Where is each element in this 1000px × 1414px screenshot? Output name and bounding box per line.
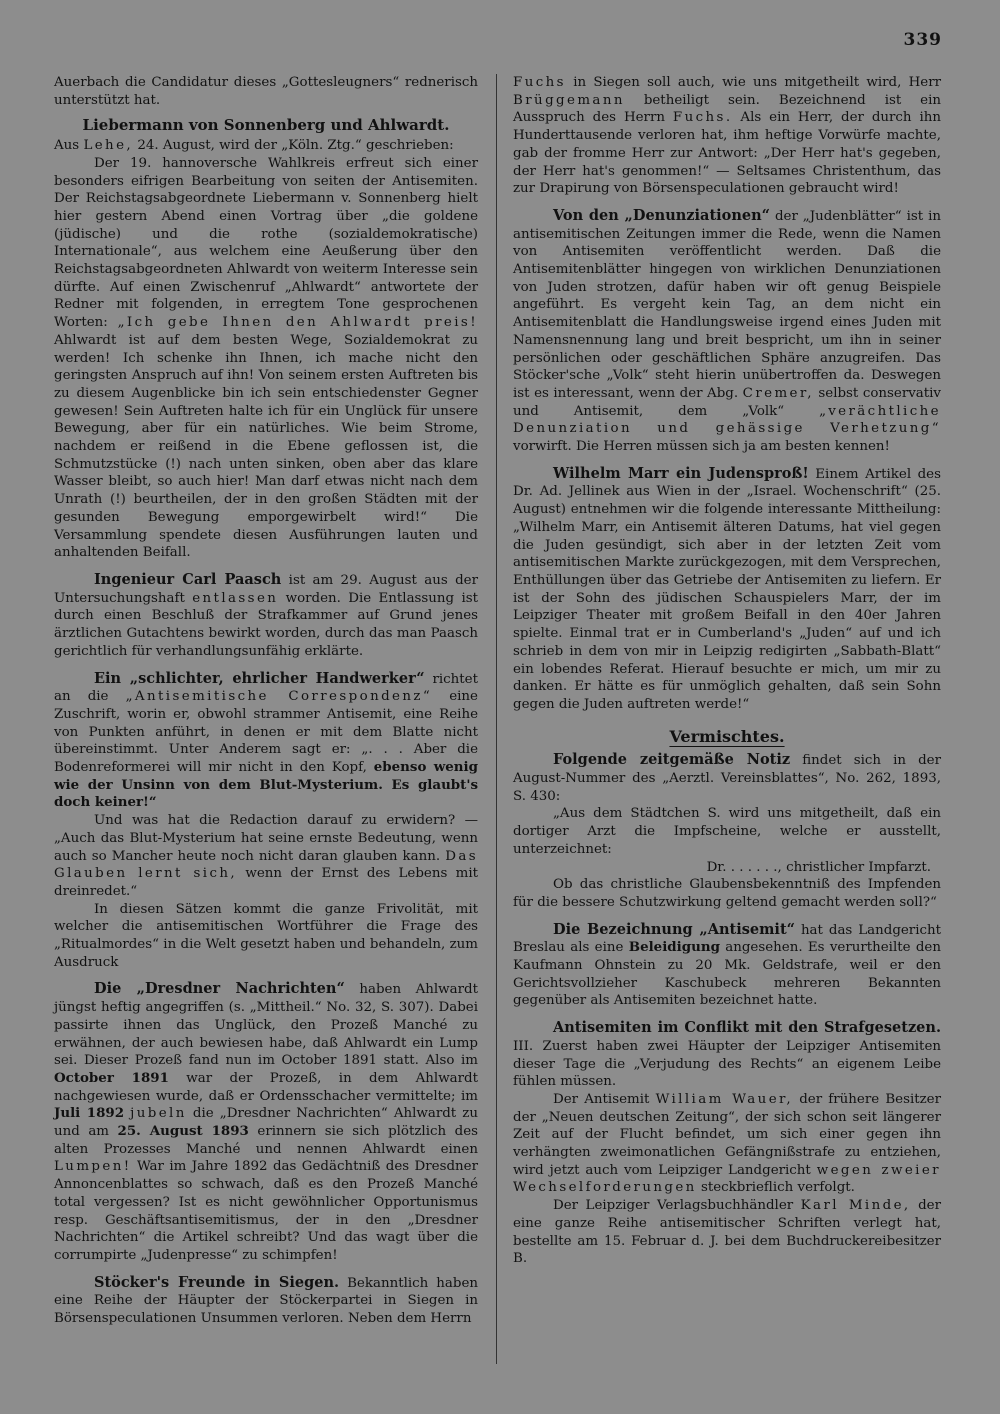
liebermann-quote: „Ich gebe Ihnen den Ahlwardt preis! xyxy=(117,315,478,331)
dresdner-body-b: war der Prozeß, in dem Ahlwardt nachgewiesen wurde, daß er Ordensschacher vermittelte; im xyxy=(54,1070,478,1104)
paasch-spaced: entlassen xyxy=(192,590,279,606)
dresdner-body-c: die „Dresdner Nachrichten“ Ahlwardt zu und am xyxy=(54,1106,478,1140)
name-minde: Karl Minde, xyxy=(800,1198,911,1214)
dresdner-body-a: haben Ahlwardt jüngst heftig angegriffen (s. „Mittheil.“ No. 32, S. 307). Dabei passirte ihnen das Unglück, den Prozeß Manché zu erwähnen, der auch bewiesen habe, daß Ahlwardt ein Lump sei. Dieser Prozeß fand nun im October 1891 statt. Also im xyxy=(54,982,478,1069)
article-lead-dresdner: Die „Dresdner Nachrichten“ xyxy=(94,980,345,998)
cont-b: betheiligt sein. Bezeichnend ist ein Ausspruch des Herrn xyxy=(513,92,941,126)
reply-spaced: Das Glauben lernt sich, xyxy=(54,848,478,882)
dresdner-spaced1: jubeln xyxy=(130,1106,187,1122)
name-cremer: Cremer, xyxy=(742,385,814,401)
dateline-prefix: Aus xyxy=(54,138,80,154)
handwerker-spaced: „Antisemitische Correspondenz“ xyxy=(125,689,433,705)
column-divider xyxy=(496,74,497,1364)
article-dresdner xyxy=(54,980,478,1264)
article-liebermann-dateline xyxy=(54,137,478,155)
cont-c: Als ein Herr, der durch ihn Hunderttausende verloren hat, ihm heftige Vorwürfe machte, gab der fromme Herr zur Antwort: „Der Herr hat's gegeben, der Herr hat's genommen!“ — Seltsames Christenthum, das zur Drapirung von Börsenspeculationen gebraucht wird! xyxy=(513,110,941,197)
dresdner-date3: 25. August 1893 xyxy=(117,1123,249,1140)
minde-b: der eine ganze Reihe antisemitischer Schriften verlegt hat, bestellte am 15. Februar d. J. bei dem Buchdruckereibesitzer B. xyxy=(513,1198,941,1267)
article-conflikt xyxy=(513,1019,941,1091)
conflikt-body-a: III. Zuerst haben zwei Häupter der Leipziger Antisemiten dieser Tage die „Verjudung des Rechts“ an eigenem Leibe fühlen müssen. xyxy=(513,1038,941,1090)
denunz-body-c: vorwirft. Die Herren müssen sich ja am besten kennen! xyxy=(513,439,890,455)
name-fuchs-2: Fuchs. xyxy=(672,110,733,126)
name-brueggemann: Brüggemann xyxy=(513,92,625,108)
paasch-body-a: ist am 29. August aus der Untersuchungshaft xyxy=(54,572,478,606)
handwerker-body-b: eine Zuschrift, worin er, obwohl strammer Antisemit, eine Reihe von Punkten anführt, in denen er mit dem Blatte nicht übereinstimmt. Unter Anderem sagt er: „. . . Aber die Bodenreformerei will mir nicht in den Kopf, xyxy=(54,689,478,776)
notiz-end: Ob das christliche Glaubensbekenntniß des Impfenden für die bessere Schutzwirkung geltend gemacht werden soll?“ xyxy=(513,877,941,910)
article-liebermann-body xyxy=(54,155,478,562)
handwerker-reply xyxy=(54,812,478,901)
dateline-place: Lehe, xyxy=(83,138,134,154)
denunz-spaced: „verächtliche Denunziation und gehässige Verhetzung“ xyxy=(513,403,941,437)
article-lead-denunziationen: Von den „Denunziationen“ xyxy=(553,206,770,224)
continued-paragraph: Auerbach die Candidatur dieses „Gottesleugners“ rednerisch unterstützt hat. xyxy=(54,75,478,108)
article-denunziationen xyxy=(513,207,941,456)
article-lead-notiz: Folgende zeitgemäße Notiz xyxy=(553,751,791,769)
dresdner-spaced2: Lumpen! xyxy=(54,1159,132,1175)
page-number: 339 xyxy=(903,30,942,50)
article-lead-marr: Wilhelm Marr ein Judensproß! xyxy=(553,464,809,482)
article-lead-paasch: Ingenieur Carl Paasch xyxy=(94,570,282,588)
name-fuchs: Fuchs xyxy=(513,75,566,90)
handwerker-bold: ebenso wenig wie der Unsinn von dem Blut-Mysterium. Es glaubt's doch keiner!“ xyxy=(54,759,478,811)
denunz-body-a: der „Judenblätter“ ist in antisemitischen Zeitungen immer die Rede, wenn die Namen von Antisemiten veröffentlicht werden. Daß die Antisemitenblätter hingegen von wirklichen Denunziationen von Juden strotzen, dafür haben wir oft genug Beispiele angeführt. Es vergeht kein Tag, an dem nicht ein Antisemitenblatt die Handlungsweise irgend eines Juden mit Namensnennung lang und breit bespricht, um ihn in seiner persönlichen oder geschäftlichen Sphäre anzugreifen. Das Stöcker'sche „Volk“ steht hierin unübertroffen da. Deswegen ist es interessant, wenn der Abg. xyxy=(513,208,941,401)
conflikt-wauer xyxy=(513,1091,941,1197)
dresdner-body-d: erinnern sie sich plötzlich des alten Prozesses Manché und nennen Ahlwardt einen xyxy=(54,1124,478,1157)
article-paasch xyxy=(54,571,478,661)
marr-body: Einem Artikel des Dr. Ad. Jellinek aus Wien in der „Israel. Wochenschrift“ (25. August) entnehmen wir die folgende interessante Mittheilung: „Wilhelm Marr, ein Antisemit älteren Datums, hat viel gegen die Juden gesündigt, sich aber in der letzten Zeit vom antisemitischen Markte zurückgezogen, mit dem Versprechen, Enthüllungen über das Getriebe der Antisemiten zu liefern. Er ist der Sohn des jüdischen Schauspielers Marr, der im Leipziger Theater mit großem Beifall in den 40er Jahren spielte. Einmal trat er in Cumberland's „Juden“ auf und ich schrieb in dem von mir in Leipzig redigirten „Sabbath-Blatt“ ein lobendes Referat. Hierauf besuchte er mich, um mir zu danken. Er hätte es für unmöglich gehalten, daß sein Sohn gegen die Juden auftreten werde!“ xyxy=(513,466,941,712)
stoecker-body: Bekanntlich haben eine Reihe der Häupter der Stöckerpartei in Siegen in Börsenspeculationen Unsummen verloren. Neben dem Herrn xyxy=(54,1275,478,1327)
article-lead-bezeichnung: Die Bezeichnung „Antisemit“ xyxy=(553,920,795,938)
dresdner-date1: October 1891 xyxy=(54,1069,169,1086)
paasch-body-b: worden. Die Entlassung ist durch einen Beschluß der Strafkammer auf Grund jenes ärztlichen Gutachtens bewirkt worden, durch das man Paasch gerichtlich für verhandlungsunfähig erklärte. xyxy=(54,590,478,659)
conflikt-minde xyxy=(513,1197,941,1268)
article-title-liebermann: Liebermann von Sonnenberg und Ahlwardt. xyxy=(82,116,450,135)
right-column xyxy=(513,74,941,1268)
handwerker-body-a: richtet an die xyxy=(54,671,478,705)
article-marr xyxy=(513,465,941,714)
dateline-rest: 24. August, wird der „Köln. Ztg.“ geschrieben: xyxy=(137,138,454,154)
article-lead-stoecker: Stöcker's Freunde in Siegen. xyxy=(94,1273,340,1291)
stoecker-continued xyxy=(513,74,941,198)
bez-body-a: hat das Landgericht Breslau als eine xyxy=(513,922,941,956)
article-handwerker xyxy=(54,670,478,813)
notiz-body-a: findet sich in der August-Nummer des „Aerztl. Vereinsblattes“, No. 262, 1893, S. 430: xyxy=(513,753,941,804)
handwerker-comment: In diesen Sätzen kommt die ganze Frivolität, mit welcher die antisemitischen Wortführer die Frage des „Ritualmordes“ in die Welt gesetzt haben und behandeln, zum Ausdruck xyxy=(54,901,478,970)
cont-a: in Siegen soll auch, wie uns mitgetheilt wird, Herr xyxy=(573,75,941,90)
wauer-spaced: wegen zweier Wechselforderungen xyxy=(513,1162,941,1196)
wauer-c: steckbrieflich verfolgt. xyxy=(700,1180,855,1196)
denunz-body-b: selbst conservativ und Antisemit, dem „Volk“ xyxy=(513,385,942,419)
wauer-a: Der Antisemit xyxy=(553,1091,650,1107)
article-lead-conflikt: Antisemiten im Conflikt mit den Strafgesetzen. xyxy=(553,1019,941,1037)
liebermann-body-a: Der 19. hannoversche Wahlkreis erfreut sich einer besonders eifrigen Bearbeitung von seiten der Antisemiten. Der Reichstagsabgeordnete Liebermann v. Sonnenberg hielt hier gestern Abend einen Vortrag über „die goldene (jüdische) und die rothe (sozialdemokratische) Internationale“, aus welchem eine Aeußerung über den Reichstagsabgeordneten Ahlwardt von weiterm Interesse sein dürfte. Auf einen Zwischenruf „Ahlwardt“ antwortete der Redner mit folgenden, in erregtem Tone gesprochenen Worten: xyxy=(54,155,478,331)
dresdner-date2: Juli 1892 xyxy=(54,1105,125,1122)
wauer-b: der frühere Besitzer der „Neuen deutschen Zeitung“, der sich schon seit längerer Zeit auf der Flucht befindet, um sich einer gegen ihn verhängten zweimonatlichen Gefängnißstrafe zu entziehen, wird jetzt auch vom Leipziger Landgericht xyxy=(513,1091,942,1178)
reply-end: wenn der Ernst des Lebens mit dreinredet.“ xyxy=(54,866,478,899)
notiz-quote: „Aus dem Städtchen S. wird uns mitgetheilt, daß ein dortiger Arzt die Impfscheine, welche er ausstellt, unterzeichnet: xyxy=(513,806,941,857)
liebermann-body-b: Ahlwardt ist auf dem besten Wege, Sozialdemokrat zu werden! Ich schenke ihn Ihnen, ich mache nicht den geringsten Anspruch auf ihn! Von seinem ersten Auftreten bis zu diesem Augenblicke bin ich sein entschiedenster Gegner gewesen! Sein Auftreten halte ich für ein Unglück für unsere Bewegung, aber für ein natürliches. Wie beim Strome, nachdem er reißend in die Ebene geflossen ist, die Schmutzstücke (!) nach unten sinken, oben aber das klare Wasser bleibt, so auch hier! Man darf etwas nicht nach dem Unrath (!) beurtheilen, der in den großen Städten mit der gesunden Bewegung emporgewirbelt wird!“ Die Versammlung spendete diesen Ausführungen lauten und anhaltenden Beifall. xyxy=(54,332,478,561)
dresdner-body-e: War im Jahre 1892 das Gedächtniß des Dresdner Annoncenblattes so schwach, daß es den Prozeß Manché total vergessen? Ist es nicht gewöhnlicher Opportunismus resp. Geschäftsantisemitismus, der in den „Dresdner Nachrichten“ die Artikel schreibt? Und das wagt über die corrumpirte „Judenpresse“ zu schimpfen! xyxy=(54,1159,478,1263)
article-notiz xyxy=(513,751,941,805)
name-wauer: William Wauer, xyxy=(655,1091,794,1107)
notiz-signature: Dr. . . . . . ., christlicher Impfarzt. xyxy=(706,859,931,875)
section-title-vermischtes: Vermischtes. xyxy=(669,726,785,746)
article-bezeichnung xyxy=(513,921,941,1011)
article-lead-handwerker: Ein „schlichter, ehrlicher Handwerker“ xyxy=(94,669,425,687)
article-stoecker xyxy=(54,1274,478,1328)
bez-body-b: angesehen. Es verurtheilte den Kaufmann Ohnstein zu 20 Mk. Geldstrafe, weil er den Gerichtsvollzieher Kaschubeck mehreren Bekannten gegenüber als Antisemiten bezeichnet hatte. xyxy=(513,940,941,1009)
minde-a: Der Leipziger Verlagsbuchhändler xyxy=(553,1198,794,1214)
reply-a: Und was hat die Redaction darauf zu erwidern? — „Auch das Blut-Mysterium hat seine ernste Bedeutung, wenn auch so Mancher heute noch nicht daran glauben kann. xyxy=(54,813,478,864)
bez-bold: Beleidigung xyxy=(628,939,720,956)
left-column xyxy=(54,74,478,1328)
